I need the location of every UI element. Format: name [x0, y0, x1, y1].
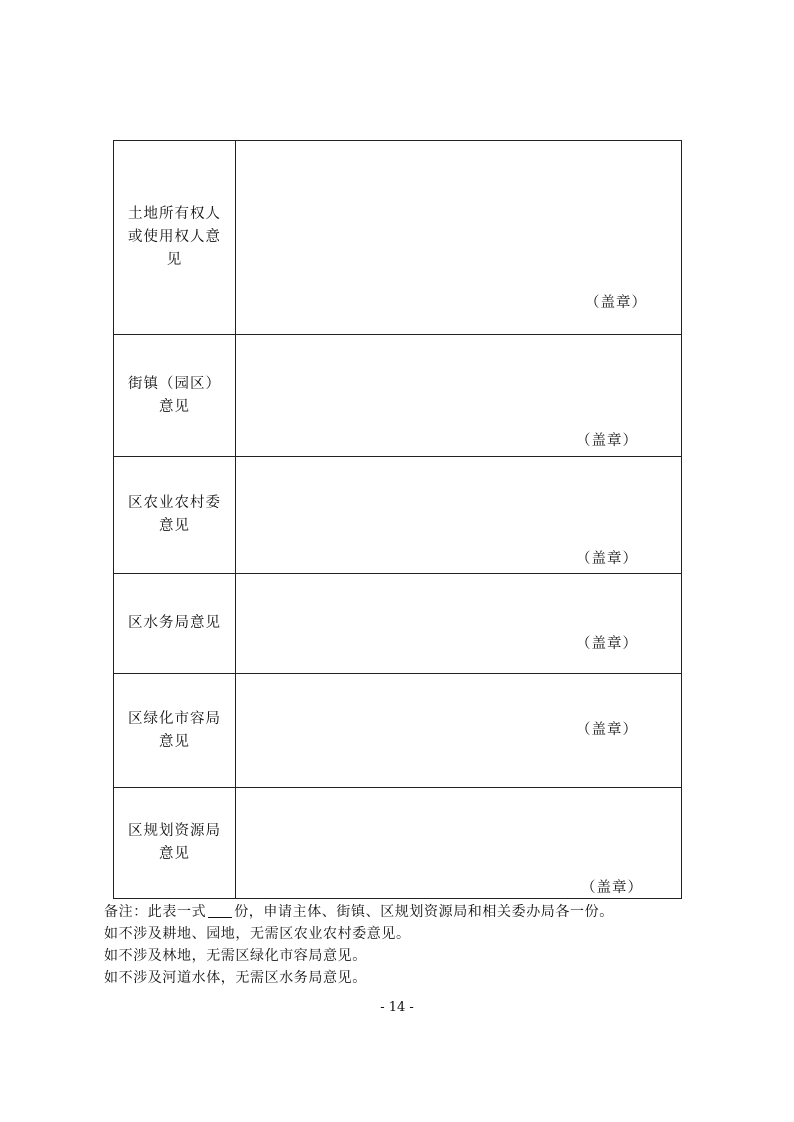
form-row-landowner: [114, 141, 682, 335]
label-line: 区绿化市容局: [128, 710, 221, 727]
form-row-greening: [114, 674, 682, 788]
label-line: 区规划资源局: [128, 823, 221, 839]
seal-text: （盖章）: [576, 433, 638, 449]
label-line: 意见: [159, 518, 190, 534]
remark-line-2: 如不涉及耕地、园地，无需区农业农村委意见。: [104, 926, 411, 942]
label-line: 意见: [159, 398, 190, 415]
row-label-street-town: [114, 335, 236, 457]
seal-text: （盖章）: [585, 295, 647, 311]
page-number: - 14 -: [380, 1000, 414, 1015]
form-row-street-town: [114, 335, 682, 457]
opinion-cell-greening[interactable]: [236, 674, 682, 788]
opinion-cell-planning[interactable]: [236, 788, 682, 899]
form-row-planning: [114, 788, 682, 899]
label-line: 区水务局意见: [128, 615, 221, 631]
seal-text: （盖章）: [581, 880, 643, 896]
remark-suffix: 份，申请主体、街镇、区规划资源局和相关委办局各一份。: [234, 904, 614, 920]
label-line: 意见: [159, 846, 190, 862]
label-line: 意见: [159, 733, 190, 750]
opinion-form-table: [113, 140, 682, 899]
opinion-cell-landowner[interactable]: [236, 141, 682, 335]
remark-prefix: 备注：此表一式: [104, 904, 207, 920]
seal-text: （盖章）: [576, 636, 638, 652]
form-row-water: [114, 574, 682, 674]
row-label-water: [114, 574, 236, 674]
seal-text: （盖章）: [576, 722, 638, 738]
seal-text: （盖章）: [576, 551, 638, 567]
row-label-agriculture: [114, 457, 236, 574]
remark-line-1: [104, 901, 614, 923]
label-line: 街镇（园区）: [128, 375, 221, 392]
label-line: 或使用权人意: [128, 229, 221, 245]
form-row-agriculture: [114, 457, 682, 574]
label-line: 区农业农村委: [128, 495, 221, 511]
label-line: 土地所有权人: [128, 206, 221, 222]
row-label-planning: [114, 788, 236, 899]
remark-line-3: 如不涉及林地，无需区绿化市容局意见。: [104, 948, 367, 964]
row-label-landowner: [114, 141, 236, 335]
row-label-greening: [114, 674, 236, 788]
opinion-cell-agriculture[interactable]: [236, 457, 682, 574]
opinion-cell-street-town[interactable]: [236, 335, 682, 457]
label-line: 见: [166, 252, 183, 268]
copies-blank-field[interactable]: [208, 903, 232, 918]
remarks: [104, 901, 614, 989]
opinion-cell-water[interactable]: [236, 574, 682, 674]
remark-line-4: 如不涉及河道水体，无需区水务局意见。: [104, 970, 367, 986]
